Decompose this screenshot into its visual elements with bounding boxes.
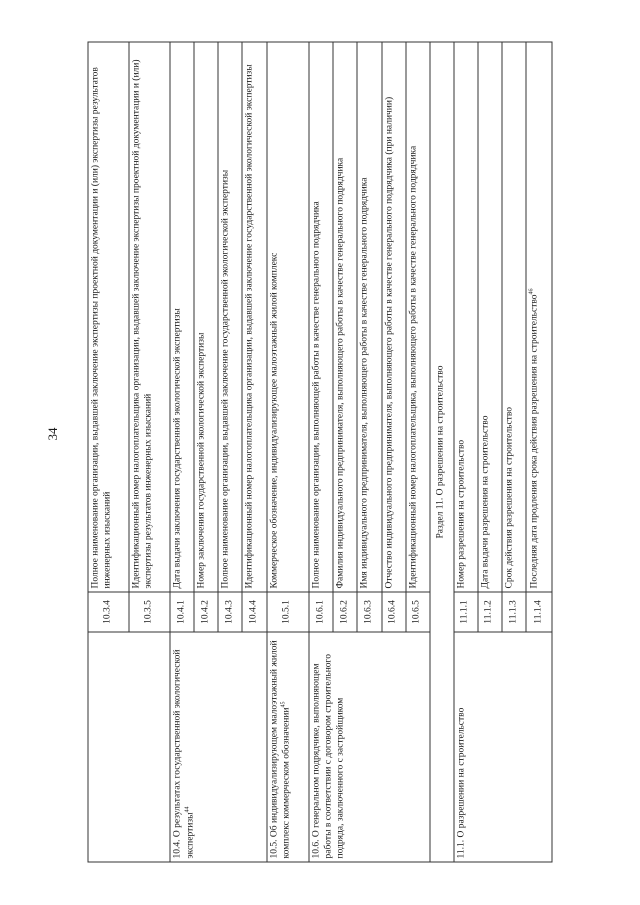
- row-number: 10.3.4: [88, 592, 129, 632]
- table-row: [267, 42, 310, 862]
- footnote-ref: 44: [184, 806, 191, 813]
- section-title: Раздел 11. О разрешении на строительство: [430, 42, 454, 862]
- row-number: 11.1.2: [478, 592, 502, 632]
- row-description: Идентификационный номер налогоплательщика организации, выдавшей заключение государственной экологической экспертизы: [242, 42, 266, 592]
- row-number: 10.6.5: [406, 592, 430, 632]
- group-label-10-4: [170, 632, 266, 862]
- disclosure-table: [88, 42, 553, 863]
- row-number: 10.3.5: [129, 592, 170, 632]
- footnote-ref: 45: [280, 701, 287, 708]
- row-description: Имя индивидуального предпринимателя, выполняющего работы в качестве генерального подрядчика: [357, 42, 381, 592]
- row-number: 11.1.1: [454, 592, 478, 632]
- section-header-row: [430, 42, 454, 862]
- row-description: Полное наименование организации, выполняющей работы в качестве генерального подрядчика: [309, 42, 333, 592]
- row-description: Идентификационный номер налогоплательщика, выполняющего работы в качестве генерального подрядчика: [406, 42, 430, 592]
- table-row: [309, 42, 333, 862]
- group-label-11-1: 11.1. О разрешении на строительство: [454, 632, 552, 862]
- table-row: [170, 42, 194, 862]
- row-description: [526, 42, 552, 592]
- row-number: 10.4.3: [218, 592, 242, 632]
- row-number: 10.4.1: [170, 592, 194, 632]
- footnote-ref: 46: [528, 288, 535, 295]
- page-number: 34: [45, 427, 60, 441]
- row-number: 10.6.2: [333, 592, 357, 632]
- row-description: Дата выдачи разрешения на строительство: [478, 42, 502, 592]
- row-description: Полное наименование организации, выдавшей заключение экспертизы проектной документации и (или) экспертизы результатов инженерных изысканий: [88, 42, 129, 592]
- row-description: Идентификационный номер налогоплательщика организации, выдавшей заключение экспертизы проектной документации и (или) экспертизы результатов инженерных изысканий: [129, 42, 170, 592]
- row-number: 10.5.1: [267, 592, 310, 632]
- row-number: 10.6.1: [309, 592, 333, 632]
- row-number: 10.6.4: [382, 592, 406, 632]
- group-label-text: 10.5. Об индивидуализирующем малоэтажный жилой комплекс коммерческом обозначении: [269, 640, 293, 859]
- row-description: Срок действия разрешения на строительство: [502, 42, 526, 592]
- group-cell-empty: [88, 632, 170, 862]
- row-description: Дата выдачи заключения государственной экологической экспертизы: [170, 42, 194, 592]
- row-number: 11.1.3: [502, 592, 526, 632]
- row-number: 10.4.4: [242, 592, 266, 632]
- group-label-text: 10.4. О результатах государственной экологической экспертизы: [172, 649, 196, 859]
- rotated-table-wrapper: [88, 43, 553, 863]
- row-description: Фамилия индивидуального предпринимателя, выполняющего работы в качестве генерального подрядчика: [333, 42, 357, 592]
- row-description-text: Последняя дата продления срока действия разрешения на строительство: [529, 294, 540, 589]
- table-row: [88, 42, 129, 862]
- group-label-10-5: [267, 632, 310, 862]
- row-description: Отчество индивидуального предпринимателя, выполняющего работы в качестве генерального подрядчика (при наличии): [382, 42, 406, 592]
- row-description: Коммерческое обозначение, индивидуализирующее малоэтажный жилой комплекс: [267, 42, 310, 592]
- group-label-10-6: 10.6. О генеральном подрядчике, выполняющем работы в соответствии с договором строительного подряда, заключенного с застройщиком: [309, 632, 429, 862]
- row-number: 10.6.3: [357, 592, 381, 632]
- row-number: 11.1.4: [526, 592, 552, 632]
- row-description: Номер заключения государственной экологической экспертизы: [194, 42, 218, 592]
- row-number: 10.4.2: [194, 592, 218, 632]
- row-description: Номер разрешения на строительство: [454, 42, 478, 592]
- row-description: Полное наименование организации, выдавшей заключение государственной экологической экспертизы: [218, 42, 242, 592]
- table-row: [454, 42, 478, 862]
